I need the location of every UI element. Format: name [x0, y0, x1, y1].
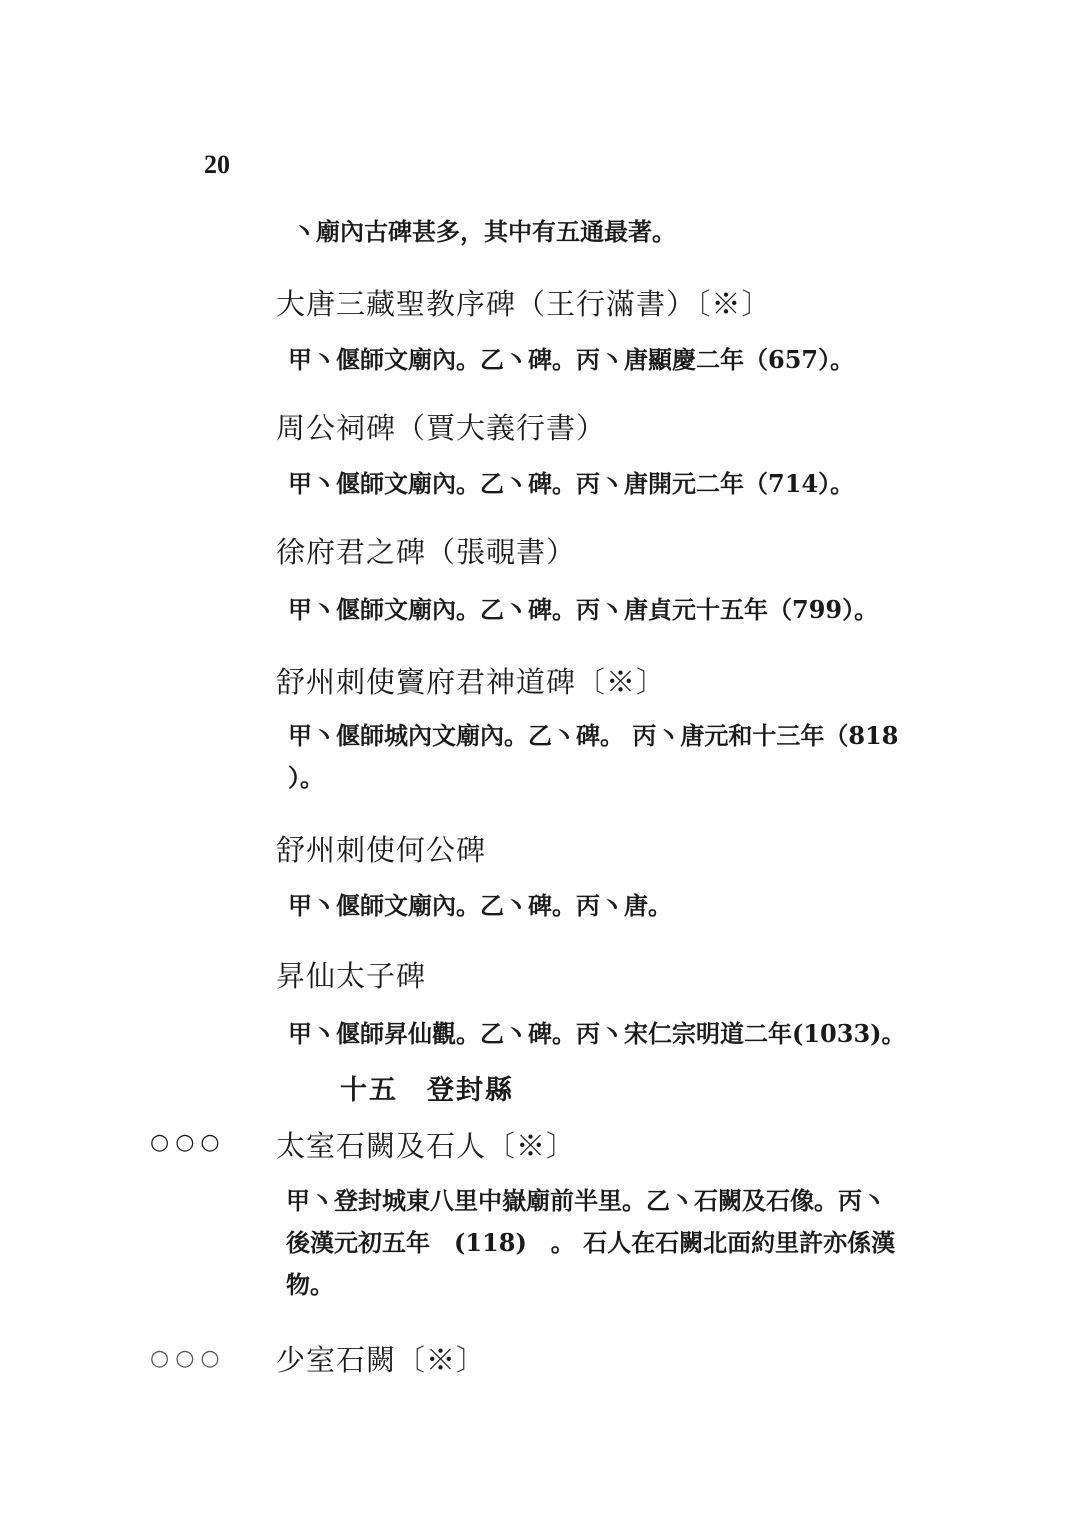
entry-detail: 甲丶偃師城內文廟內。乙丶碑。 丙丶唐元和十三年（818 — [288, 721, 899, 750]
entry-detail-line: 物。 — [286, 1270, 334, 1299]
rating-marks: ○○○ — [150, 1346, 226, 1371]
entry-detail: 甲丶偃師文廟內。乙丶碑。丙丶唐開元二年（714）。 — [288, 469, 855, 498]
entry-title: 大唐三藏聖教序碑（王行滿書）〔※〕 — [276, 287, 772, 321]
rating-marks: ○○○ — [150, 1130, 226, 1155]
page-number: 20 — [204, 150, 230, 179]
entry-detail: 甲丶偃師文廟內。乙丶碑。丙丶唐貞元十五年（799）。 — [288, 595, 879, 624]
entry-title: 舒州刺使竇府君神道碑〔※〕 — [276, 665, 667, 699]
entry-detail-continued: ）。 — [288, 763, 324, 792]
entry-title: 昇仙太子碑 — [276, 959, 427, 993]
entry-detail: 甲丶偃師文廟內。乙丶碑。丙丶唐顯慶二年（657）。 — [288, 345, 855, 374]
entry-title: 周公祠碑（賈大義行書） — [276, 411, 607, 445]
entry-detail-line: 甲丶登封城東八里中嶽廟前半里。乙丶石闕及石像。丙丶 — [286, 1186, 886, 1215]
entry-detail: 甲丶偃師昇仙觀。乙丶碑。丙丶宋仁宗明道二年(1033)。 — [288, 1019, 906, 1048]
entry-detail-block — [286, 1180, 966, 1306]
entry-detail-line: 後漢元初五年 (118) 。 石人在石闕北面約里許亦係漢 — [286, 1228, 896, 1257]
entry-title: 舒州刺使何公碑 — [276, 833, 487, 867]
entry-title: 徐府君之碑（張覗書） — [276, 535, 577, 569]
entry-title: 少室石闕〔※〕 — [276, 1343, 487, 1377]
section-heading: 十五 登封縣 — [340, 1075, 514, 1106]
entry-detail: 甲丶偃師文廟內。乙丶碑。丙丶唐。 — [288, 891, 672, 920]
intro-text: 丶廟內古碑甚多，其中有五通最著。 — [292, 217, 676, 246]
entry-title: 太室石闕及石人〔※〕 — [276, 1129, 577, 1163]
